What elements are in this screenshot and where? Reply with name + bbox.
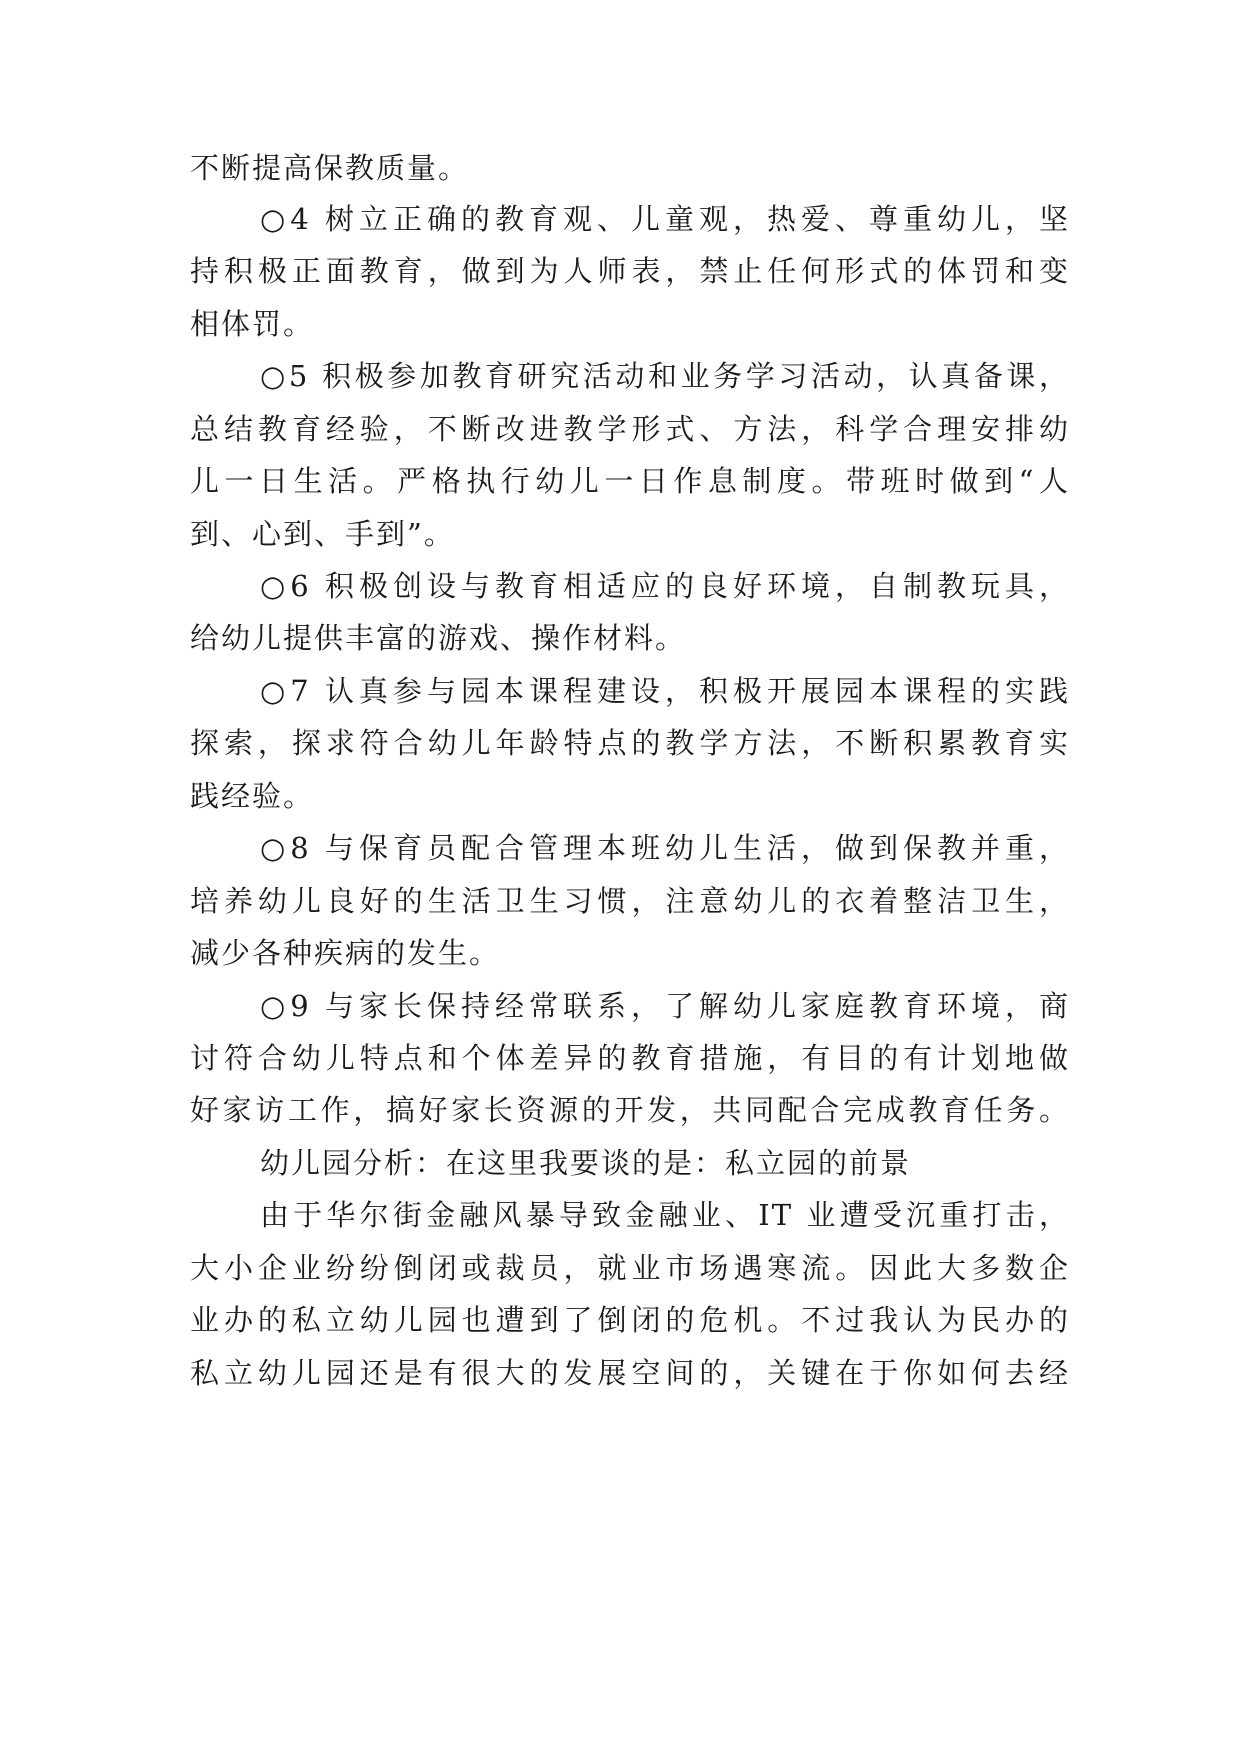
text-line: 讨符合幼儿特点和个体差异的教育措施，有目的有计划地做 [190,1041,1070,1075]
text-line: 践经验。 [190,779,315,813]
text-line: ○7 认真参与园本课程建设，积极开展园本课程的实践 [260,674,1070,708]
text-line: 幼儿园分析：在这里我要谈的是：私立园的前景 [260,1146,912,1180]
text-line: 培养幼儿良好的生活卫生习惯，注意幼儿的衣着整洁卫生， [190,884,1070,918]
text-line: ○8 与保育员配合管理本班幼儿生活，做到保教并重， [260,831,1070,865]
text-line: ○6 积极创设与教育相适应的良好环境，自制教玩具， [260,569,1070,603]
text-line: 相体罚。 [190,307,315,341]
text-line: 到、心到、手到”。 [190,517,455,551]
text-line: ○5 积极参加教育研究活动和业务学习活动，认真备课， [260,359,1070,393]
text-line: 探索，探求符合幼儿年龄特点的教学方法，不断积累教育实 [190,726,1070,760]
text-line: 给幼儿提供丰富的游戏、操作材料。 [190,621,687,655]
text-line: ○9 与家长保持经常联系，了解幼儿家庭教育环境，商 [260,989,1070,1023]
text-line: 私立幼儿园还是有很大的发展空间的，关键在于你如何去经 [190,1356,1070,1390]
text-line: 减少各种疾病的发生。 [190,936,501,970]
text-line: 大小企业纷纷倒闭或裁员，就业市场遇寒流。因此大多数企 [190,1251,1070,1285]
text-line: 由于华尔街金融风暴导致金融业、IT 业遭受沉重打击， [260,1198,1070,1232]
text-line: 儿一日生活。严格执行幼儿一日作息制度。带班时做到“人 [190,464,1070,498]
text-line: 不断提高保教质量。 [190,151,470,185]
text-line: 持积极正面教育，做到为人师表，禁止任何形式的体罚和变 [190,254,1070,288]
text-line: 总结教育经验，不断改进教学形式、方法，科学合理安排幼 [190,412,1070,446]
text-line: 业办的私立幼儿园也遭到了倒闭的危机。不过我认为民办的 [190,1303,1070,1337]
text-line: ○4 树立正确的教育观、儿童观，热爱、尊重幼儿，坚 [260,202,1070,236]
text-line: 好家访工作，搞好家长资源的开发，共同配合完成教育任务。 [190,1093,1070,1127]
